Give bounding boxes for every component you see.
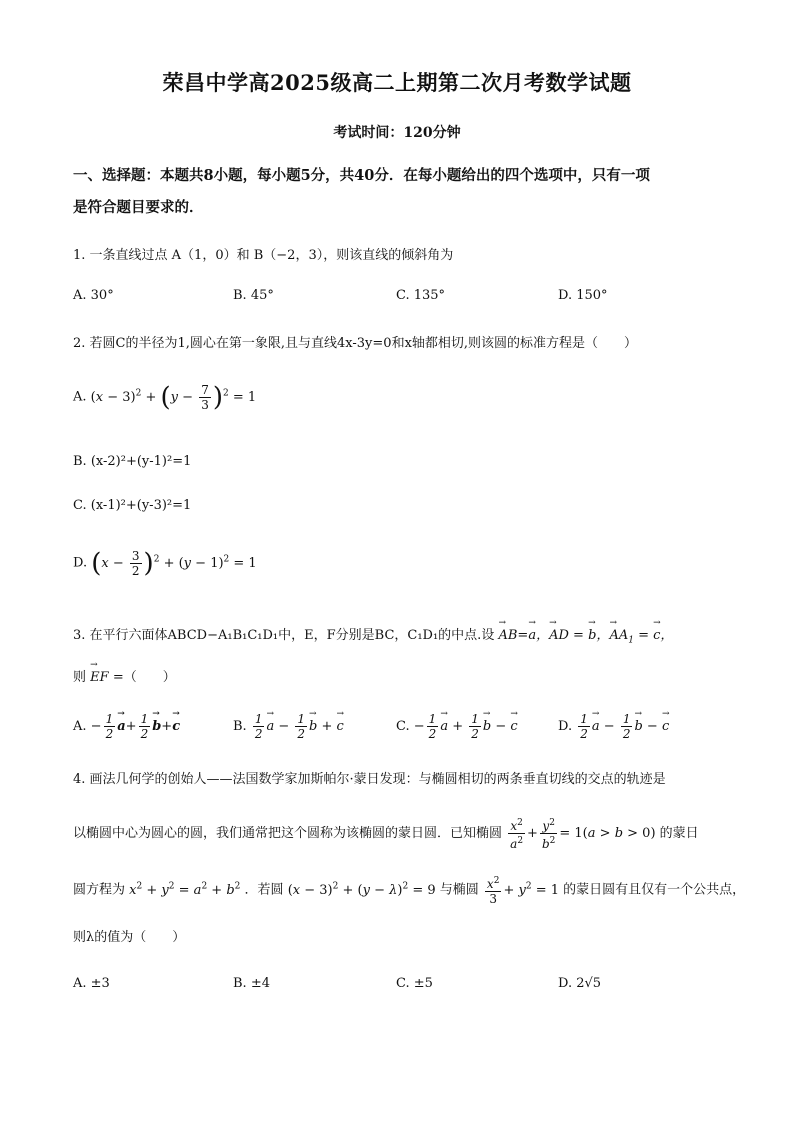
q1-option-b: B. 45° (233, 288, 274, 303)
q2-option-a-eq: = 1 (232, 389, 257, 405)
section-heading-line2: 是符合题目要求的． (73, 199, 204, 216)
q4-line1: 4. 画法几何学的创始人——法国数学家加斯帕尔·蒙日发现：与椭圆相切的两条垂直切线的交点的轨迹是 (73, 772, 666, 787)
q3-option-b-formula: $\frac{1}{2}$ → a − $\frac{1}{2}$ → b + → c (251, 719, 344, 734)
q2-option-b: B. (x-2)²+(y-1)²=1 (73, 454, 192, 469)
q1-option-d: D. 150° (558, 288, 608, 303)
q3-stem-tail: =（ ） (112, 670, 176, 685)
q4-option-c: C. ±5 (396, 976, 433, 991)
exam-time: 考试时间：120分钟 (333, 125, 461, 141)
q3-option-a (73, 712, 180, 741)
q4-line3-c: 与椭圆 (439, 882, 479, 898)
q3-option-b-label: B. (233, 719, 247, 734)
q3-vector-definitions: → AB=→ a，→ AD = → b，→ $AA_1$ = → c， (498, 628, 673, 643)
q4-line3-a: 圆方程为 (73, 882, 126, 898)
q3-option-a-formula: − $\frac{1}{2}$ → a+ $\frac{1}{2}$ → b+→ c (91, 719, 180, 734)
q4-option-b: B. ±4 (233, 976, 270, 991)
q4-line3 (73, 874, 745, 906)
q1-stem: 1. 一条直线过点 A（1，0）和 B（−2，3），则该直线的倾斜角为 (73, 248, 454, 263)
q4-monge-circle-equation: $x^2 + y^2 = a^2 + b^2$ (129, 881, 241, 898)
q1-option-a: A. 30° (73, 288, 114, 303)
q3-option-c (396, 712, 518, 741)
q2-option-d-label: D. (73, 555, 88, 571)
q2-option-d (73, 548, 257, 578)
q4-option-a: A. ±3 (73, 976, 110, 991)
q4-line3-d: 的蒙日圆有且仅有一个公共点， (563, 882, 746, 898)
q4-option-d: D. 2√5 (558, 976, 602, 991)
q3-option-c-label: C. (396, 719, 410, 734)
q2-option-a-label: A. (73, 389, 87, 405)
page-title: 荣昌中学高2025级高二上期第二次月考数学试题 (162, 70, 632, 95)
q2-option-d-formula: (x − $\frac{3}{2}$ )$^2 + (y - 1)^2 = 1$ (91, 548, 257, 578)
q4-line2 (73, 816, 699, 851)
q3-option-d-formula: $\frac{1}{2}$ → a − $\frac{1}{2}$ → b − → c (576, 719, 669, 734)
q2-option-d-eq: = 1 (233, 555, 257, 571)
q2-option-c: C. (x-1)²+(y-3)²=1 (73, 498, 192, 513)
q2-option-a (73, 382, 256, 412)
q3-option-d-label: D. (558, 719, 573, 734)
q4-ellipse-equation: $\frac{x^2}{a^2}$ + $\frac{y^2}{b^2}$ = 1(a > b > 0) (510, 818, 660, 851)
q4-line3-b: ．若圆 (244, 882, 284, 898)
q3-stem-then: 则 (73, 670, 87, 685)
q3-vector-ef: → EF (90, 670, 109, 685)
q1-option-c: C. 135° (396, 288, 446, 303)
q4-circle-equation: $(x - 3)^2 + (y - \lambda)^2 = 9$ (287, 881, 436, 898)
q3-stem-text: 3. 在平行六面体ABCD−A₁B₁C₁D₁中，E，F分别是BC，C₁D₁的中点.设 (73, 628, 495, 643)
q4-line2-text: 以椭圆中心为圆心的圆，我们通常把这个圆称为该椭圆的蒙日圆．已知椭圆 (73, 826, 503, 841)
q3-option-d (558, 712, 669, 741)
q3-stem-line2 (73, 666, 176, 685)
q3-option-a-label: A. (73, 719, 87, 734)
q2-option-a-formula: $(x - 3)^2 + (y$ − $\frac{7}{3}$ )$^2$ = 1 (90, 382, 257, 412)
q3-option-b (233, 712, 344, 741)
q4-line4: 则λ的值为（ ） (73, 930, 186, 945)
q2-stem: 2. 若圆C的半径为1,圆心在第一象限,且与直线4x-3y=0和x轴都相切,则该圆的标准方程是（ ） (73, 336, 638, 351)
q4-line2-tail: 的蒙日 (659, 826, 699, 841)
q4-ellipse2-equation: $\frac{x^2}{3}$ + $y^2 = 1$ (486, 876, 559, 906)
q3-stem-line1 (73, 624, 673, 646)
q3-option-c-formula: − $\frac{1}{2}$ → a + $\frac{1}{2}$ → b − → c (414, 719, 518, 734)
section-heading-line1: 一、选择题：本题共8小题，每小题5分，共40分．在每小题给出的四个选项中，只有一项 (73, 167, 650, 184)
